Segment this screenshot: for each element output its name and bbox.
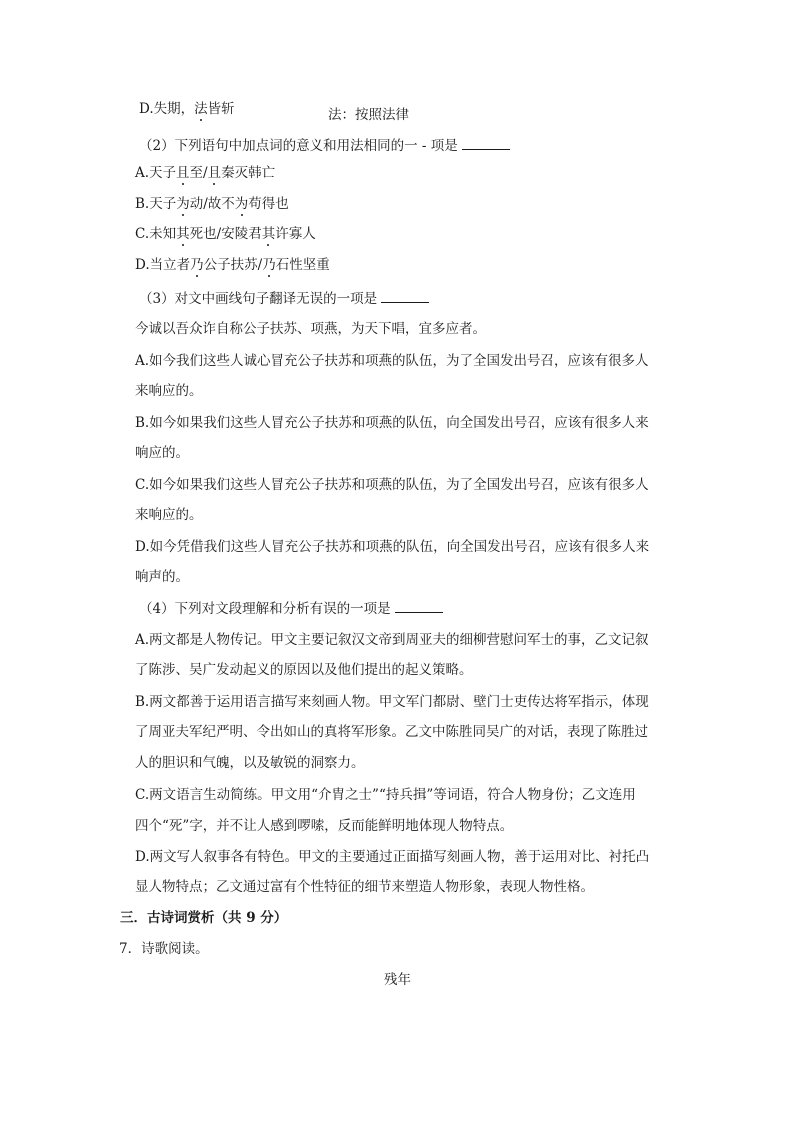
q3-option-a-line1: A.如今我们这些人诚心冒充公子扶苏和项燕的队伍，为了全国发出号召，应该有很多人	[135, 353, 649, 369]
q4-option-b-line3: 人的胆识和气魄，以及敏锐的洞察力。	[135, 755, 365, 771]
q4-option-a-line1: A.两文都是人物传记。甲文主要记叙汉文帝到周亚夫的细柳营慰问军士的事，乙文记叙	[135, 632, 649, 648]
option-text: 动/故不	[189, 196, 235, 212]
answer-blank[interactable]	[381, 290, 429, 303]
option-text: 许寡人	[275, 226, 316, 242]
dotted-word: 为	[234, 196, 249, 212]
dotted-word: 其	[261, 226, 276, 242]
option-text: 死也/安陵君	[189, 226, 262, 242]
q4-option-a-line2: 了陈涉、吴广发动起义的原因以及他们提出的起义策略。	[135, 662, 473, 678]
dotted-word: 其	[176, 226, 190, 242]
q3-option-c-line2: 来响应的。	[135, 507, 203, 523]
option-text: 苟得也	[248, 196, 289, 212]
option-text: D.当立者	[135, 257, 191, 273]
q4-option-c-line2: 四个“死”字，并不让人感到啰嗦，反而能鲜明地体现人物特点。	[135, 818, 514, 834]
answer-blank[interactable]	[462, 137, 510, 150]
q4-option-d-line2: 显人物特点；乙文通过富有个性特征的细节来塑造人物形象，表现人物性格。	[135, 879, 594, 895]
q2-option-d	[135, 256, 330, 274]
option-text: 秦灭韩亡	[221, 165, 276, 181]
section-heading: 三．古诗词赏析（共 9 分）	[120, 910, 288, 926]
q3-stem-text: （3）对文中画线句子翻译无误的一项是	[139, 291, 378, 307]
q4-option-b-line1: B.两文都善于运用语言描写来刻画人物。甲文军门都尉、壁门士吏传达将军指示，体现	[135, 694, 649, 710]
question-7: 7．诗歌阅读。	[119, 941, 209, 957]
q3-option-b-line2: 响应的。	[135, 445, 189, 461]
q4-option-b-line2: 了周亚夫军纪严明、令出如山的真将军形象。乙文中陈胜同吴广的对话，表现了陈胜过	[135, 724, 648, 740]
option-text: 公子扶苏/	[203, 257, 263, 273]
q3-option-c-line1: C.如今如果我们这些人冒充公子扶苏和项燕的队伍，为了全国发出号召，应该有很多人	[135, 477, 649, 493]
poem-title: 残年	[384, 972, 411, 988]
q3-quote: 今诚以吾众诈自称公子扶苏、项燕，为天下唱，宜多应者。	[135, 321, 486, 337]
q3-stem	[139, 290, 429, 308]
dotted-word: 乃	[262, 257, 276, 273]
option-text: C.未知	[135, 226, 177, 242]
q1-option-d-suffix: 皆斩	[207, 101, 235, 117]
q4-option-c-line1: C.两文语言生动简练。甲文用“介胄之士”“持兵揖”等词语，符合人物身份；乙文连用	[135, 787, 636, 803]
dotted-word: 且	[207, 165, 222, 181]
option-text: 石性坚重	[275, 257, 330, 273]
q3-option-d-line2: 响声的。	[135, 569, 189, 585]
dotted-word: 乃	[190, 257, 204, 273]
q1-option-d-prefix: D.失期，	[139, 101, 195, 117]
q2-stem	[139, 137, 510, 155]
option-text: B.天子	[135, 196, 177, 212]
q4-stem-text: （4）下列对文段理解和分析有误的一项是	[139, 601, 391, 617]
q2-option-c	[135, 225, 316, 243]
q3-option-b-line1: B.如今如果我们这些人冒充公子扶苏和项燕的队伍，向全国发出号召，应该有很多人来	[135, 415, 649, 431]
q4-option-d-line1: D.两文写人叙事各有特色。甲文的主要通过正面描写刻画人物，善于运用对比、衬托凸	[135, 849, 650, 865]
q3-option-a-line2: 来响应的。	[135, 383, 203, 399]
q1-option-d-dotted-word: 法	[194, 101, 208, 117]
q2-stem-text: （2）下列语句中加点词的意义和用法相同的一 - 项是	[139, 138, 458, 154]
option-text: A.天子	[135, 165, 177, 181]
option-text: 至/	[189, 165, 208, 181]
q2-option-a	[135, 164, 275, 182]
q4-stem	[139, 600, 443, 618]
q1-option-d	[139, 100, 235, 118]
answer-blank[interactable]	[395, 600, 443, 613]
q2-option-b	[135, 195, 289, 213]
q3-option-d-line1: D.如今凭借我们这些人冒充公子扶苏和项燕的队伍，向全国发出号召，应该有很多人来	[135, 539, 650, 555]
q1-option-d-gloss: 法：按照法律	[328, 107, 409, 123]
dotted-word: 且	[176, 165, 190, 181]
dotted-word: 为	[176, 196, 190, 212]
